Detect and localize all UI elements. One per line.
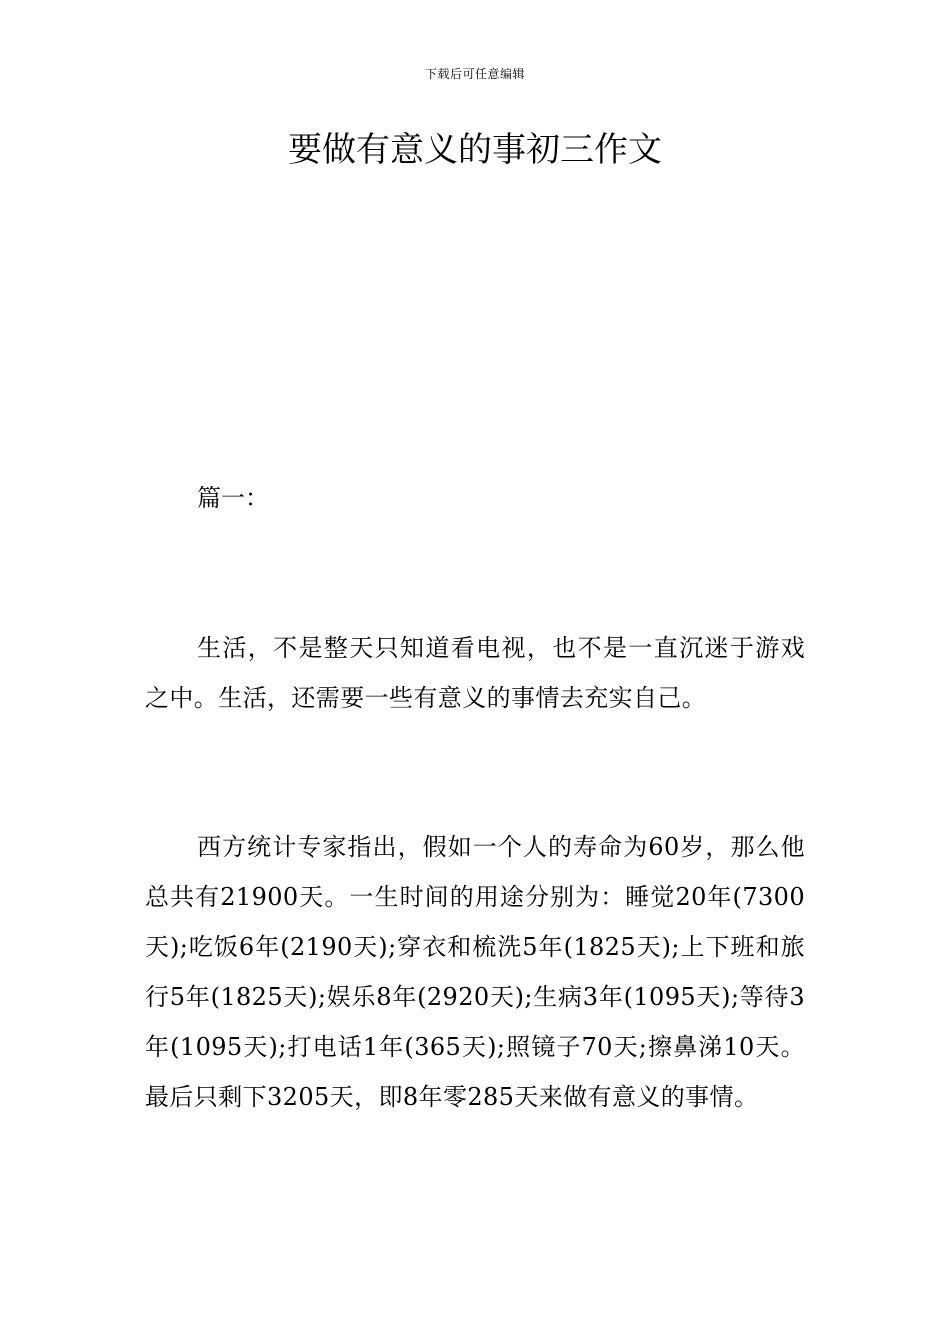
document-title: 要做有意义的事初三作文: [288, 130, 662, 170]
paragraph-1: 生活，不是整天只知道看电视，也不是一直沉迷于游戏之中。生活，还需要一些有意义的事情去充实自己。: [145, 634, 805, 712]
section-label: 篇一：: [197, 484, 269, 512]
paragraph-2: 西方统计专家指出，假如一个人的寿命为60岁，那么他总共有21900天。一生时间的用途分别为：睡觉20年(7300天);吃饭6年(2190天);穿衣和梳洗5年(1825天);上下班和旅行5年(1825天);娱乐8年(2920天);生病3年(1095天);等待3年(1095天);打电话1年(365天);照镜子70天;擦鼻涕10天。最后只剩下3205天，即8年零285天来做有意义的事情。: [145, 833, 805, 1111]
page-header-note: 下载后可任意编辑: [424, 67, 525, 81]
